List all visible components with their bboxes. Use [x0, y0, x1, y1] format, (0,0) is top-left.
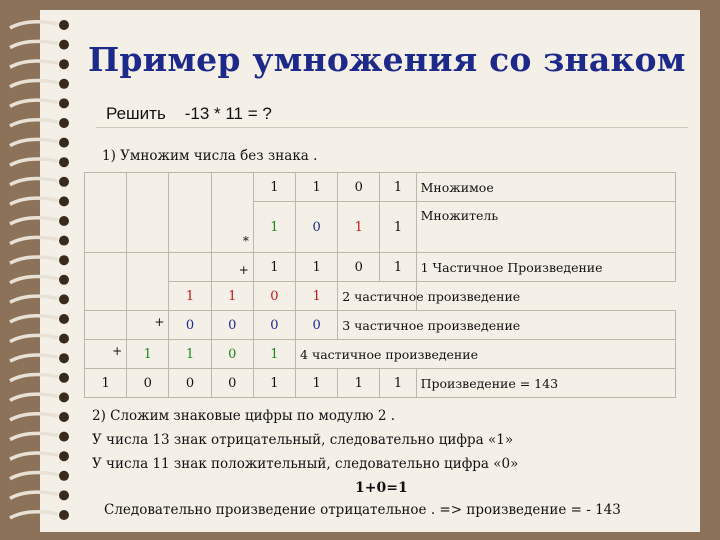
spiral-hole: [59, 392, 69, 402]
spiral-hole: [59, 294, 69, 304]
spiral-hole: [59, 216, 69, 226]
spiral-ring: [10, 375, 58, 381]
step-2-text: 2) Сложим знаковые цифры по модулю 2 .: [92, 408, 396, 424]
table-cell: 1: [85, 369, 127, 398]
page-title: Пример умножения со знаком: [88, 40, 686, 79]
spiral-hole: [59, 138, 69, 148]
step-1-text: 1) Умножим числа без знака .: [102, 148, 318, 164]
row-label: 1 Частичное Произведение: [416, 253, 675, 282]
spiral-ring: [10, 492, 58, 498]
table-cell: 0: [253, 282, 295, 311]
table-cell: 1: [253, 340, 295, 369]
table-cell: 1: [211, 282, 253, 311]
sign-sum: 1+0=1: [355, 480, 408, 496]
spiral-ring: [10, 414, 58, 420]
row-label: Множимое: [416, 173, 675, 202]
spiral-ring: [10, 453, 58, 459]
row-label: 4 частичное произведение: [296, 340, 676, 369]
table-cell: 0: [127, 369, 169, 398]
spiral-hole: [59, 373, 69, 383]
spiral-hole: [59, 98, 69, 108]
table-cell: 1: [253, 202, 295, 253]
spiral-ring: [10, 394, 58, 400]
spiral-ring: [10, 316, 58, 322]
multiplication-table: [84, 172, 676, 398]
spiral-hole: [59, 20, 69, 30]
table-cell: 1: [253, 173, 295, 202]
spiral-ring: [10, 335, 58, 341]
spiral-hole: [59, 471, 69, 481]
spiral-ring: [10, 159, 58, 165]
spiral-ring: [10, 512, 58, 518]
spiral-ring: [10, 433, 58, 439]
plus-sign: +: [127, 311, 169, 340]
table-cell: 1: [380, 253, 416, 282]
table-cell: 0: [211, 369, 253, 398]
table-row: [85, 311, 676, 340]
table-cell: 1: [127, 340, 169, 369]
spiral-ring: [10, 257, 58, 263]
table-cell: 1: [380, 202, 416, 253]
table-cell: 0: [338, 173, 380, 202]
spiral-ring: [10, 41, 58, 47]
spiral-hole: [59, 40, 69, 50]
spiral-hole: [59, 196, 69, 206]
table-row: [85, 282, 676, 311]
table-cell: 1: [380, 369, 416, 398]
table-row: [85, 253, 676, 282]
table-cell: 1: [169, 340, 211, 369]
table-cell: 0: [211, 311, 253, 340]
spiral-hole: [59, 275, 69, 285]
spiral-ring: [10, 198, 58, 204]
table-cell: 0: [211, 340, 253, 369]
spiral-hole: [59, 59, 69, 69]
table-cell: 0: [296, 311, 338, 340]
spiral-hole: [59, 510, 69, 520]
sign-line-1: У числа 13 знак отрицательный, следовательно цифра «1»: [92, 432, 514, 448]
multiply-sign: *: [211, 173, 253, 253]
spiral-ring: [10, 100, 58, 106]
spiral-hole: [59, 314, 69, 324]
spiral-hole: [59, 412, 69, 422]
spiral-ring: [10, 139, 58, 145]
row-label: 2 частичное произведение: [338, 282, 416, 311]
spiral-ring: [10, 179, 58, 185]
spiral-ring: [10, 473, 58, 479]
table-cell: 1: [296, 369, 338, 398]
spiral-hole: [59, 334, 69, 344]
spiral-ring: [10, 22, 58, 28]
problem-statement: Решить -13 * 11 = ?: [106, 104, 272, 123]
table-cell: 1: [169, 282, 211, 311]
spiral-hole: [59, 157, 69, 167]
spiral-ring: [10, 61, 58, 67]
table-row: [85, 340, 676, 369]
table-cell: 1: [296, 282, 338, 311]
spiral-ring: [10, 120, 58, 126]
spiral-hole: [59, 432, 69, 442]
spiral-hole: [59, 255, 69, 265]
spiral-ring: [10, 296, 58, 302]
plus-sign: +: [211, 253, 253, 282]
table-cell: 1: [296, 173, 338, 202]
spiral-hole: [59, 451, 69, 461]
spiral-ring: [10, 81, 58, 87]
plus-sign: +: [85, 340, 127, 369]
row-label: Произведение = 143: [416, 369, 675, 398]
spiral-hole: [59, 79, 69, 89]
table-cell: 1: [338, 369, 380, 398]
table-cell: 0: [253, 311, 295, 340]
table-cell: 0: [169, 369, 211, 398]
table-cell: 0: [169, 311, 211, 340]
table-cell: 1: [296, 253, 338, 282]
table-cell: 1: [338, 202, 380, 253]
divider: [96, 127, 688, 128]
spiral-hole: [59, 118, 69, 128]
table-cell: 1: [380, 173, 416, 202]
spiral-ring: [10, 277, 58, 283]
spiral-ring: [10, 237, 58, 243]
row-label: Множитель: [416, 202, 675, 253]
spiral-hole: [59, 236, 69, 246]
table-cell: 0: [296, 202, 338, 253]
table-row: [85, 369, 676, 398]
table-cell: 1: [253, 253, 295, 282]
spiral-binding-icon: [0, 12, 80, 532]
sign-line-2: У числа 11 знак положительный, следовательно цифра «0»: [92, 456, 519, 472]
table-cell: 0: [338, 253, 380, 282]
table-row: [85, 173, 676, 202]
conclusion-text: Следовательно произведение отрицательное . => произведение = - 143: [104, 502, 621, 518]
spiral-ring: [10, 355, 58, 361]
row-label: 3 частичное произведение: [338, 311, 676, 340]
spiral-hole: [59, 353, 69, 363]
spiral-hole: [59, 490, 69, 500]
table-cell: 1: [253, 369, 295, 398]
spiral-ring: [10, 218, 58, 224]
spiral-hole: [59, 177, 69, 187]
